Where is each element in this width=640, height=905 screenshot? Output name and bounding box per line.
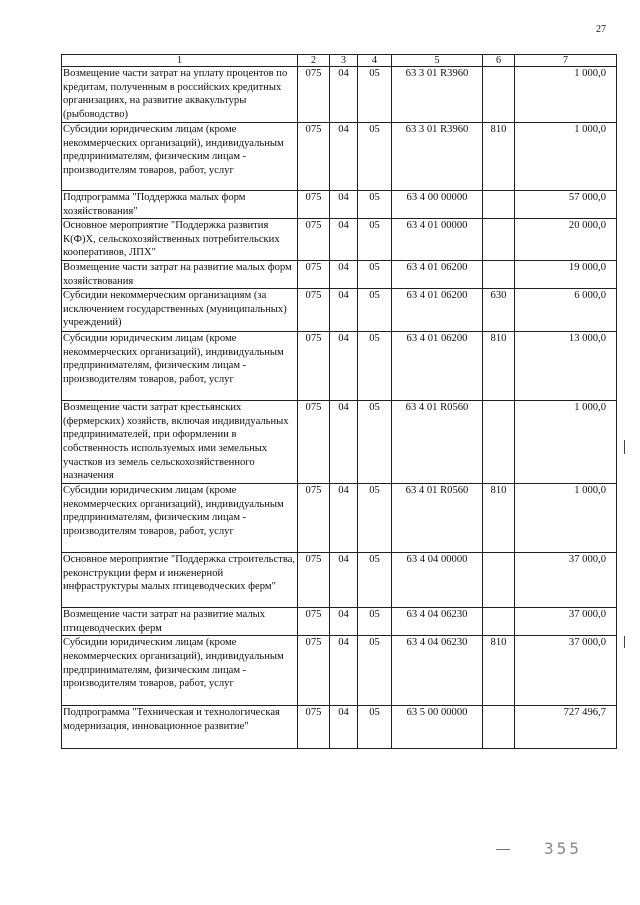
cell-expense-type-code [483, 401, 515, 484]
cell-expense-type-code: 810 [483, 123, 515, 191]
cell-expense-type-code [483, 706, 515, 749]
cell-item-name: Возмещение части затрат на уплату процентов по кредитам, полученным в российских кредитных организациях, на развитие аквакультуры (рыбоводство) [62, 67, 298, 123]
cell-item-name: Субсидии юридическим лицам (кроме некоммерческих организаций), индивидуальным предпринимателям, физическим лицам - производителям товаров, работ, услуг [62, 636, 298, 706]
cell-section-code: 04 [330, 289, 358, 332]
cell-section-code: 04 [330, 636, 358, 706]
cell-expense-type-code [483, 553, 515, 608]
cell-expense-type-code: 810 [483, 636, 515, 706]
cell-item-name: Подпрограмма "Техническая и технологическая модернизация, инновационное развитие" [62, 706, 298, 749]
header-col-5: 5 [392, 55, 483, 67]
scan-edge-mark [624, 636, 625, 648]
cell-target-article-code: 63 4 01 06200 [392, 289, 483, 332]
cell-subsection-code: 05 [358, 260, 392, 288]
cell-section-code: 04 [330, 553, 358, 608]
cell-ministry-code: 075 [298, 332, 330, 401]
cell-section-code: 04 [330, 219, 358, 261]
cell-target-article-code: 63 4 01 R0560 [392, 401, 483, 484]
cell-item-name: Субсидии юридическим лицам (кроме некоммерческих организаций), индивидуальным предпринимателям, физическим лицам - производителям товаров, работ, услуг [62, 484, 298, 553]
header-col-1: 1 [62, 55, 298, 67]
cell-subsection-code: 05 [358, 191, 392, 219]
cell-ministry-code: 075 [298, 67, 330, 123]
cell-section-code: 04 [330, 191, 358, 219]
table-row [62, 260, 617, 288]
cell-ministry-code: 075 [298, 123, 330, 191]
cell-amount: 1 000,0 [515, 401, 617, 484]
cell-section-code: 04 [330, 706, 358, 749]
cell-amount: 19 000,0 [515, 260, 617, 288]
table-row [62, 401, 617, 484]
cell-item-name: Субсидии юридическим лицам (кроме некоммерческих организаций), индивидуальным предпринимателям, физическим лицам - производителям товаров, работ, услуг [62, 332, 298, 401]
cell-expense-type-code [483, 219, 515, 261]
archive-stamp-number: 355 [544, 839, 582, 858]
cell-item-name: Субсидии юридическим лицам (кроме некоммерческих организаций), индивидуальным предпринимателям, физическим лицам - производителям товаров, работ, услуг [62, 123, 298, 191]
cell-section-code: 04 [330, 608, 358, 636]
cell-section-code: 04 [330, 401, 358, 484]
cell-item-name: Основное мероприятие "Поддержка развития К(Ф)Х, сельскохозяйственных потребительских кооперативов, ЛПХ" [62, 219, 298, 261]
stamp-dash [496, 849, 510, 850]
table-row [62, 636, 617, 706]
header-col-2: 2 [298, 55, 330, 67]
scan-edge-mark [624, 440, 625, 454]
cell-ministry-code: 075 [298, 289, 330, 332]
cell-target-article-code: 63 4 04 00000 [392, 553, 483, 608]
header-col-7: 7 [515, 55, 617, 67]
cell-item-name: Основное мероприятие "Поддержка строительства, реконструкции ферм и инженерной инфраструктуры малых птицеводческих ферм" [62, 553, 298, 608]
cell-ministry-code: 075 [298, 401, 330, 484]
cell-subsection-code: 05 [358, 636, 392, 706]
table-row [62, 553, 617, 608]
cell-subsection-code: 05 [358, 123, 392, 191]
cell-subsection-code: 05 [358, 484, 392, 553]
cell-ministry-code: 075 [298, 553, 330, 608]
table-row [62, 608, 617, 636]
cell-amount: 13 000,0 [515, 332, 617, 401]
cell-expense-type-code [483, 260, 515, 288]
table-row [62, 289, 617, 332]
cell-target-article-code: 63 4 01 06200 [392, 332, 483, 401]
header-col-3: 3 [330, 55, 358, 67]
cell-ministry-code: 075 [298, 706, 330, 749]
cell-subsection-code: 05 [358, 608, 392, 636]
cell-section-code: 04 [330, 484, 358, 553]
cell-expense-type-code [483, 67, 515, 123]
cell-section-code: 04 [330, 332, 358, 401]
cell-amount: 1 000,0 [515, 123, 617, 191]
cell-item-name: Возмещение части затрат крестьянских (фермерских) хозяйств, включая индивидуальных предпринимателей, при оформлении в собственность используемых ими земельных участков из земель сельскохозяйственного назначения [62, 401, 298, 484]
cell-amount: 6 000,0 [515, 289, 617, 332]
header-col-6: 6 [483, 55, 515, 67]
cell-subsection-code: 05 [358, 67, 392, 123]
cell-target-article-code: 63 4 01 R0560 [392, 484, 483, 553]
budget-table [61, 54, 617, 749]
cell-target-article-code: 63 4 00 00000 [392, 191, 483, 219]
cell-ministry-code: 075 [298, 260, 330, 288]
table-header-row [62, 55, 617, 67]
table-row [62, 219, 617, 261]
table-row [62, 484, 617, 553]
cell-amount: 37 000,0 [515, 608, 617, 636]
cell-amount: 57 000,0 [515, 191, 617, 219]
cell-expense-type-code [483, 608, 515, 636]
cell-target-article-code: 63 3 01 R3960 [392, 67, 483, 123]
cell-subsection-code: 05 [358, 706, 392, 749]
cell-ministry-code: 075 [298, 191, 330, 219]
cell-amount: 37 000,0 [515, 636, 617, 706]
cell-target-article-code: 63 4 01 00000 [392, 219, 483, 261]
cell-amount: 727 496,7 [515, 706, 617, 749]
page-number: 27 [596, 24, 606, 35]
cell-amount: 1 000,0 [515, 484, 617, 553]
cell-amount: 1 000,0 [515, 67, 617, 123]
table-row [62, 67, 617, 123]
cell-subsection-code: 05 [358, 401, 392, 484]
cell-ministry-code: 075 [298, 219, 330, 261]
cell-target-article-code: 63 4 01 06200 [392, 260, 483, 288]
cell-expense-type-code [483, 191, 515, 219]
cell-target-article-code: 63 3 01 R3960 [392, 123, 483, 191]
cell-subsection-code: 05 [358, 332, 392, 401]
table-row [62, 332, 617, 401]
cell-target-article-code: 63 4 04 06230 [392, 608, 483, 636]
cell-item-name: Субсидии некоммерческим организациям (за исключением государственных (муниципальных) учреждений) [62, 289, 298, 332]
header-col-4: 4 [358, 55, 392, 67]
cell-amount: 37 000,0 [515, 553, 617, 608]
cell-expense-type-code: 810 [483, 484, 515, 553]
cell-subsection-code: 05 [358, 289, 392, 332]
cell-ministry-code: 075 [298, 608, 330, 636]
cell-ministry-code: 075 [298, 484, 330, 553]
cell-target-article-code: 63 4 04 06230 [392, 636, 483, 706]
cell-item-name: Возмещение части затрат на развитие малых форм хозяйствования [62, 260, 298, 288]
cell-section-code: 04 [330, 123, 358, 191]
cell-ministry-code: 075 [298, 636, 330, 706]
cell-section-code: 04 [330, 260, 358, 288]
cell-item-name: Возмещение части затрат на развитие малых птицеводческих ферм [62, 608, 298, 636]
cell-subsection-code: 05 [358, 219, 392, 261]
cell-target-article-code: 63 5 00 00000 [392, 706, 483, 749]
cell-item-name: Подпрограмма "Поддержка малых форм хозяйствования" [62, 191, 298, 219]
cell-section-code: 04 [330, 67, 358, 123]
cell-expense-type-code: 630 [483, 289, 515, 332]
cell-expense-type-code: 810 [483, 332, 515, 401]
table-row [62, 191, 617, 219]
cell-amount: 20 000,0 [515, 219, 617, 261]
table-row [62, 706, 617, 749]
cell-subsection-code: 05 [358, 553, 392, 608]
table-row [62, 123, 617, 191]
